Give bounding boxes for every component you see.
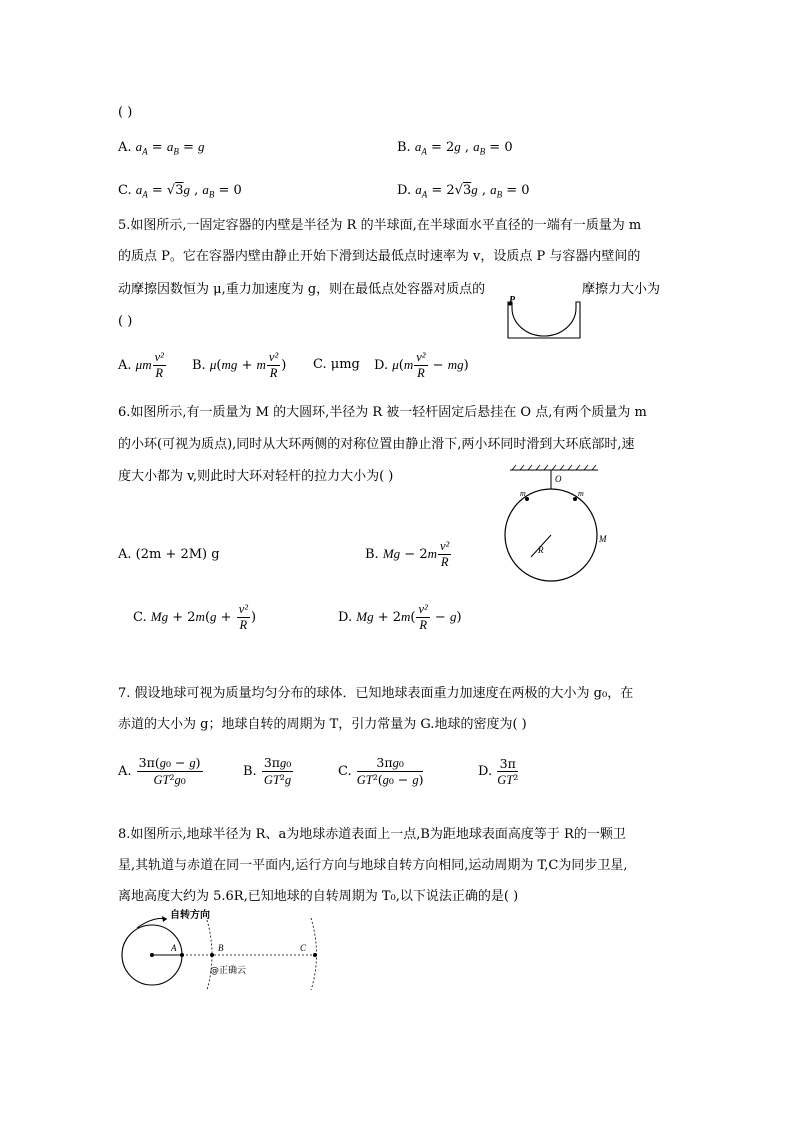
- q8-fig-label-a: A: [171, 943, 177, 953]
- q8-text-line2: 星,其轨道与赤道在同一平面内,运行方向与地球自转方向相同,运动周期为 T,C为同步卫星,: [118, 858, 628, 873]
- q5-text-line2: 的质点 P。它在容器内壁由静止开始下滑到达最低点时速率为 v，设质点 P 与容器内壁间的: [118, 249, 641, 264]
- q4-answer-paren: ( ): [118, 105, 133, 120]
- q6-fig-label-o: O: [555, 474, 562, 484]
- q5-option-b: B. μ(mg + m $\frac{\text{v²}}{R}$ ): [192, 350, 287, 380]
- q6-fig-label-big-m: M: [599, 534, 607, 544]
- q4-option-c: C. $a_A = √3g$ , $a_B = 0$: [118, 182, 242, 200]
- q6-option-c: C. Mg + 2m(g + $\frac{\text{v²}}{R}$ ): [133, 602, 257, 632]
- q5-answer-paren: ( ): [118, 314, 133, 329]
- q8-fig-label-b: B: [218, 943, 224, 953]
- q8-text-line3: 离地高度大约为 5.6R,已知地球的自转周期为 T₀,以下说法正确的是( ): [118, 889, 519, 904]
- q6-fig-label-m-left: m: [520, 489, 526, 498]
- q4-option-d: D. $a_A = 2√3g$ , $a_B = 0$: [397, 182, 530, 200]
- q5-option-c: C. μmg: [313, 357, 360, 372]
- q5-fig-label-p: P: [509, 295, 516, 306]
- q8-orbit-figure: [112, 906, 327, 990]
- q7-text-line2: 赤道的大小为 g；地球自转的周期为 T，引力常量为 G.地球的密度为( ): [118, 717, 527, 732]
- q6-option-b: B. Mg − 2m $\frac{\text{v²}}{R}$: [365, 539, 450, 569]
- q6-text-line3: 度大小都为 v,则此时大环对轻杆的拉力大小为( ): [118, 469, 394, 484]
- q7-option-b: B. $\frac{\text{3πg₀}}{\text{GT²g}}$: [243, 755, 292, 787]
- q6-option-a: A. (2m + 2M) g: [118, 547, 220, 562]
- q7-option-a: A. $\frac{\text{3π(g₀ − g)}}{\text{GT²g₀}}$: [118, 755, 201, 787]
- q6-fig-label-m-right: m: [578, 489, 584, 498]
- q6-text-line2: 的小环(可视为质点),同时从大环两侧的对称位置由静止滑下,两小环同时滑到大环底部时,速: [118, 437, 635, 452]
- q4-option-a: A. $a_A = a_B = g$: [118, 139, 205, 157]
- q5-text-line3a: 动摩擦因数恒为 μ,重力加速度为 g，则在最低点处容器对质点的: [118, 282, 486, 297]
- q8-fig-watermark: @正确云: [210, 966, 247, 976]
- q6-text-line1: 6.如图所示,有一质量为 M 的大圆环,半径为 R 被一轻杆固定后悬挂在 O 点,有两个质量为 m: [118, 405, 647, 420]
- q8-fig-label-c: C: [300, 943, 307, 953]
- q5-text-line3b: 摩擦力大小为: [582, 282, 661, 297]
- q8-text-line1: 8.如图所示,地球半径为 R、a为地球赤道表面上一点,B为距地球表面高度等于 R的一颗卫: [118, 827, 626, 842]
- q5-text-line1: 5.如图所示,一固定容器的内壁是半径为 R 的半球面,在半球面水平直径的一端有一质量为 m: [118, 218, 642, 233]
- q6-ring-figure: [500, 462, 620, 582]
- q7-text-line1: 7. 假设地球可视为质量均匀分布的球体．已知地球表面重力加速度在两极的大小为 g₀，在: [118, 686, 634, 701]
- q7-option-d: D. $\frac{3\pi}{\text{GT²}}$: [478, 755, 519, 787]
- q5-option-d: D. μ(m $\frac{\text{v²}}{R}$ − mg): [374, 350, 469, 380]
- q4-option-b: B. $a_A = 2g$ , $a_B = 0$: [397, 139, 513, 157]
- q6-fig-label-r: R: [538, 545, 544, 555]
- q8-fig-rotation-label: 自转方向: [170, 910, 210, 921]
- q5-option-a: A. μm $\frac{\text{v²}}{R}$: [118, 350, 164, 380]
- q7-option-c: C. $\frac{\text{3πg₀}}{\text{GT²(g₀ − g)}}$: [338, 755, 424, 787]
- q6-option-d: D. Mg + 2m( $\frac{\text{v²}}{R}$ − g): [338, 602, 462, 632]
- q5-hemisphere-figure: [500, 294, 586, 342]
